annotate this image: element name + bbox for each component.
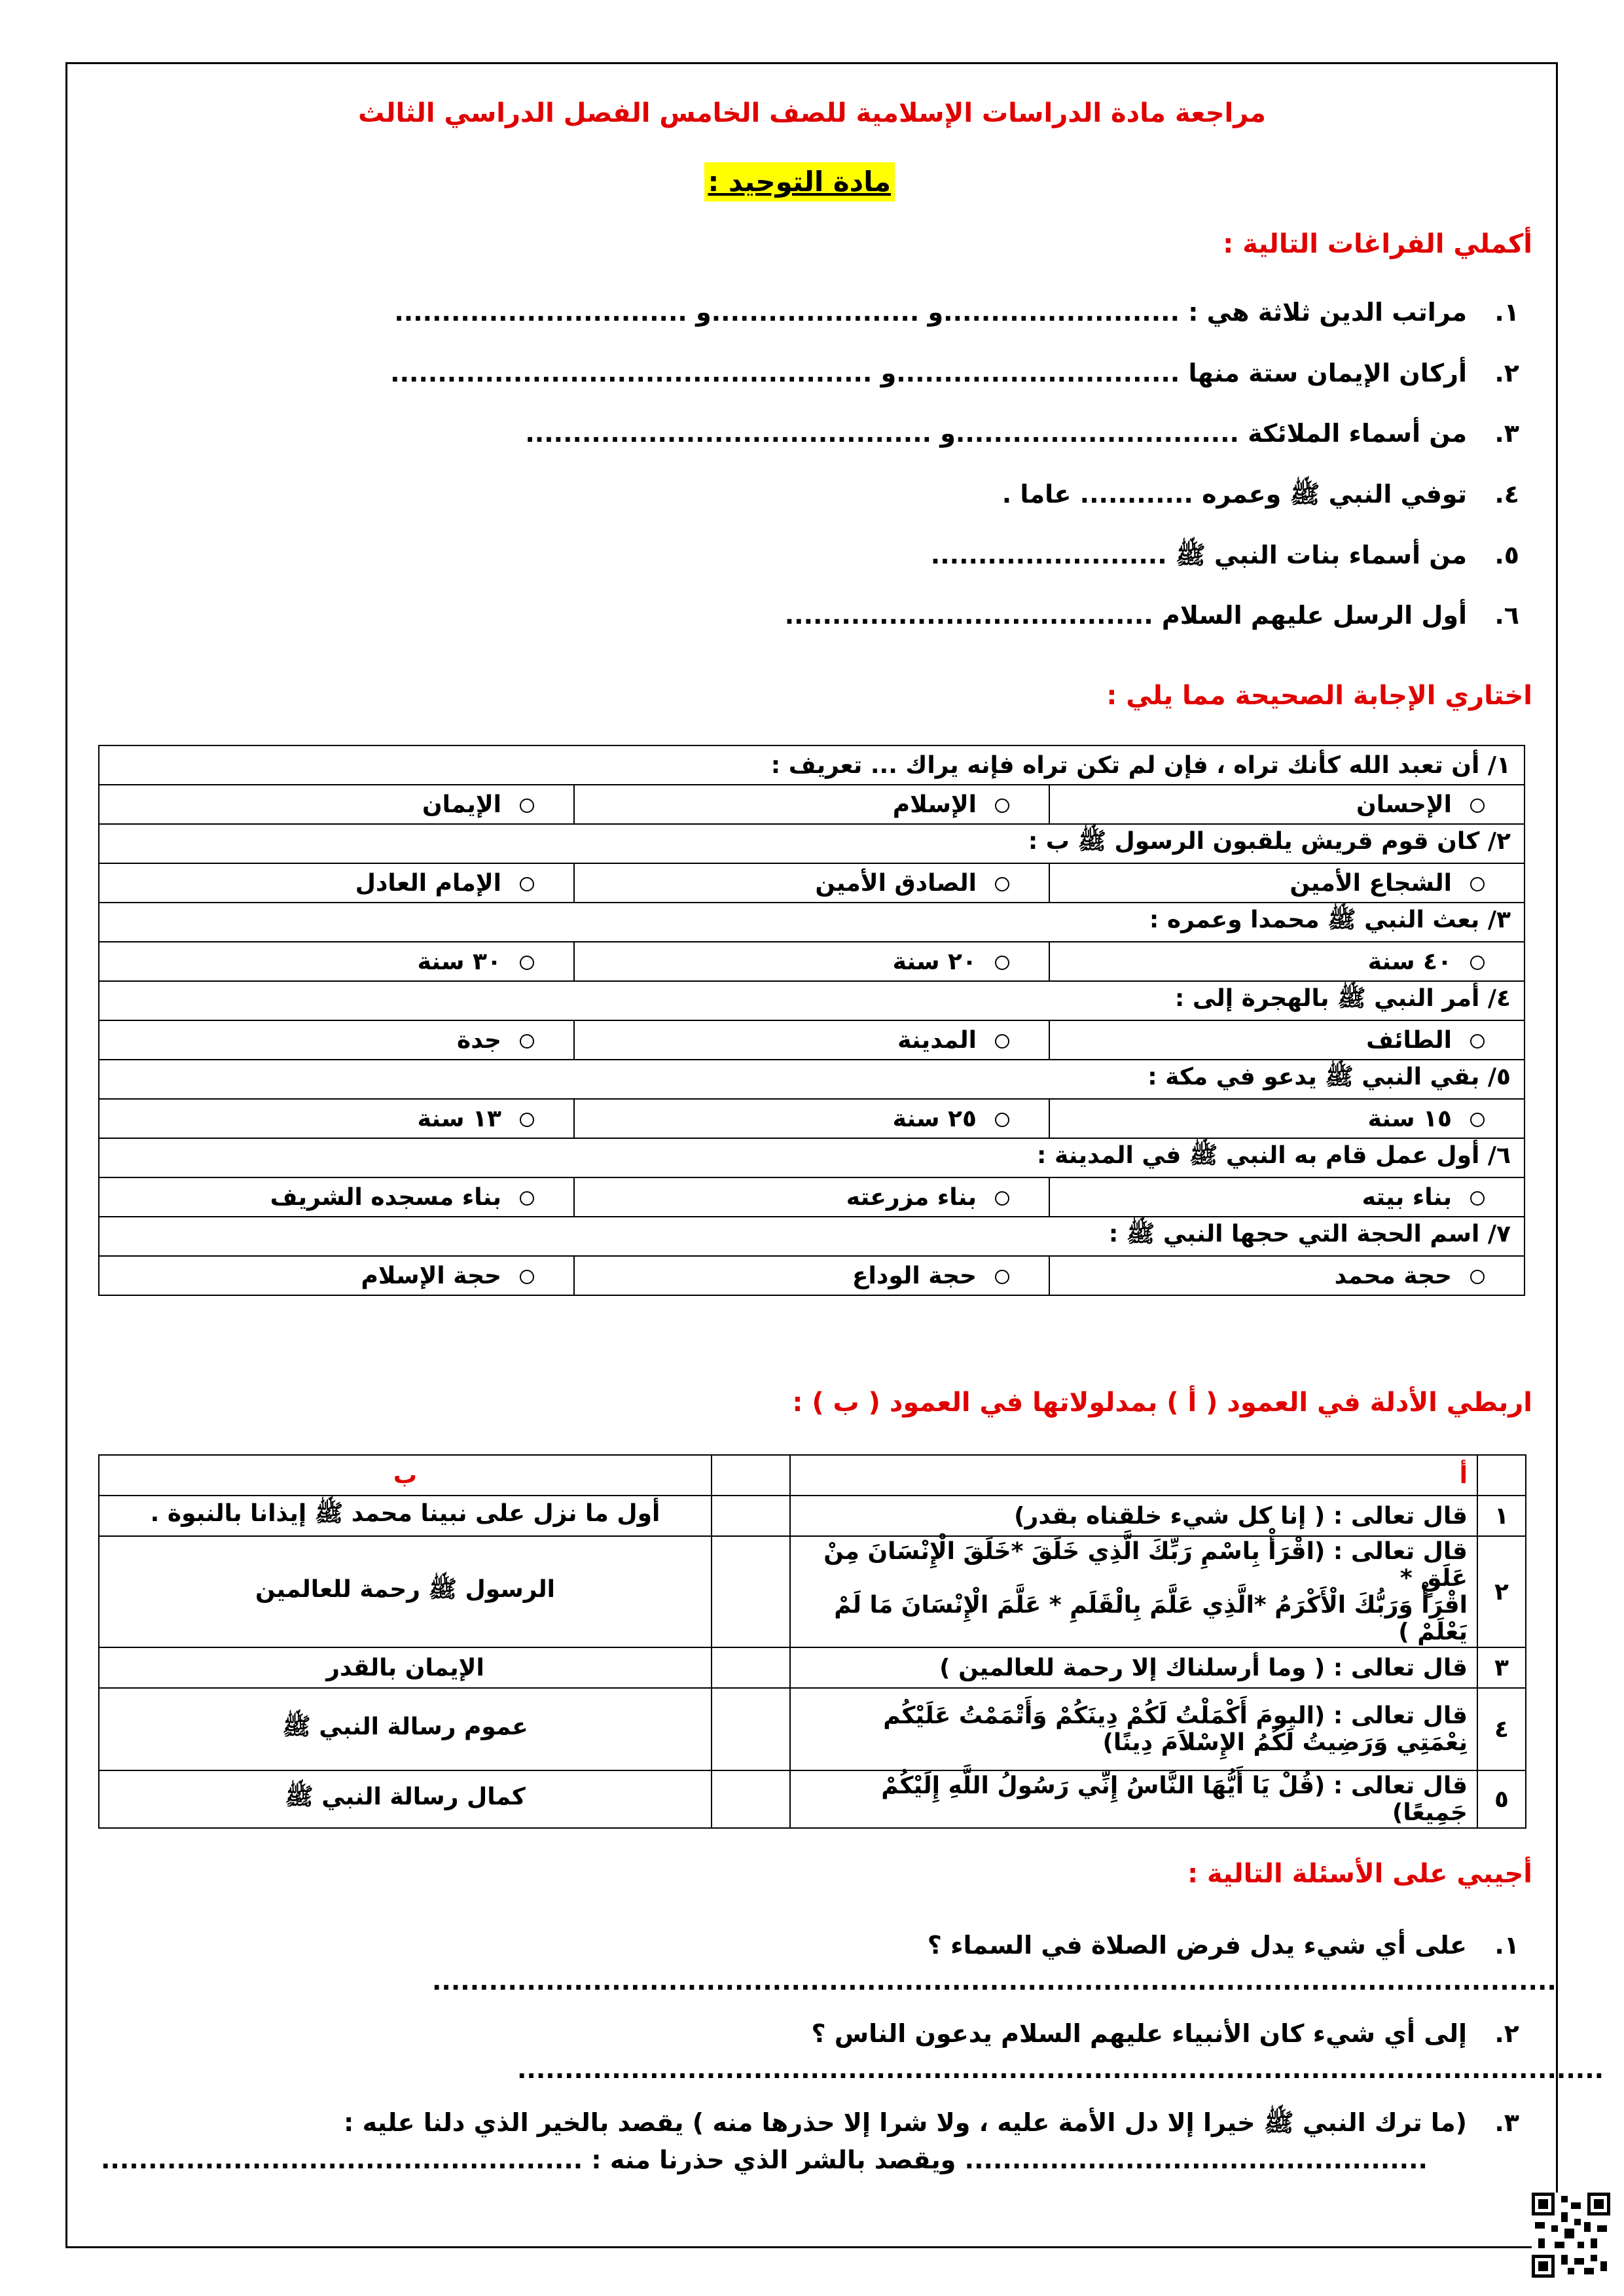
matching-header-gap	[712, 1455, 790, 1496]
radio-circle-icon[interactable]	[1470, 956, 1485, 970]
mcq-option[interactable]: الإيمان	[99, 785, 574, 824]
mcq-option[interactable]: بناء بيته	[1049, 1177, 1525, 1217]
matching-header-num	[1477, 1455, 1526, 1496]
radio-circle-icon[interactable]	[995, 1034, 1009, 1049]
radio-circle-icon[interactable]	[1470, 798, 1485, 813]
matching-answer-cell[interactable]	[712, 1770, 790, 1828]
matching-answer-cell[interactable]	[712, 1688, 790, 1770]
mcq-option[interactable]: الشجاع الأمين	[1049, 863, 1525, 903]
answer-line[interactable]: ...................................................................................................................	[517, 2055, 1604, 2084]
radio-circle-icon[interactable]	[995, 877, 1009, 891]
fill-item: ٦.أول الرسل عليهم السلام .......................................	[784, 601, 1519, 630]
matching-meaning: كمال رسالة النبي ﷺ	[99, 1770, 712, 1828]
radio-circle-icon[interactable]	[520, 1191, 534, 1206]
radio-circle-icon[interactable]	[995, 1270, 1009, 1284]
question-item: ٢.إلى أي شيء كان الأنبياء عليهم السلام يدعون الناس ؟	[811, 2019, 1519, 2048]
matching-header-a: أ	[790, 1455, 1477, 1496]
mcq-option[interactable]: المدينة	[574, 1020, 1049, 1060]
matching-answer-cell[interactable]	[712, 1647, 790, 1688]
mcq-option[interactable]: ٤٠ سنة	[1049, 942, 1525, 981]
mcq-option[interactable]: ١٣ سنة	[99, 1099, 574, 1138]
fill-item: ٤.توفي النبي ﷺ وعمره ............ عاما .	[1001, 480, 1519, 509]
matching-meaning: الإيمان بالقدر	[99, 1647, 712, 1688]
mcq-option[interactable]: بناء مسجده الشريف	[99, 1177, 574, 1217]
radio-circle-icon[interactable]	[520, 1270, 534, 1284]
matching-evidence: قال تعالى : (اليومَ أَكْمَلْتُ لَكُمْ دِينَكُمْ وَأَتْمَمْتُ عَلَيْكُم نِعْمَتِي وَرَضِيتُ لَكُمُ الإِسْلاَمَ دِينًا)	[790, 1688, 1477, 1770]
radio-circle-icon[interactable]	[520, 798, 534, 813]
matching-row-num: ٢	[1477, 1536, 1526, 1647]
matching-title: اربطي الأدلة في العمود ( أ ) بمدلولاتها في العمود ( ب ) :	[792, 1388, 1532, 1418]
fill-item: ٢.أركان الإيمان ستة منها ..............................و ...................................................	[390, 359, 1519, 387]
answer-line[interactable]: .......................................................................................................................	[432, 1967, 1557, 1996]
matching-answer-cell[interactable]	[712, 1536, 790, 1647]
radio-circle-icon[interactable]	[520, 1034, 534, 1049]
matching-header-b: ب	[99, 1455, 712, 1496]
matching-evidence: قال تعالى : ( إنا كل شيء خلقناه بقدر)	[790, 1496, 1477, 1536]
matching-evidence: قال تعالى : (قُلْ يَا أَيُّهَا النَّاسُ إِنِّي رَسُولُ اللَّهِ إِلَيْكُمْ جَمِيعًا)	[790, 1770, 1477, 1828]
matching-evidence: قال تعالى : (اقْرَأْ بِاسْمِ رَبِّكَ الَّذِي خَلَقَ *خَلَقَ الْإِنْسَانَ مِنْ عَلَقٍ * اقْرَأْ وَرَبُّكَ الْأَكْرَمُ *الَّذِي عَلَّمَ بِالْقَلَمِ * عَلَّمَ الْإِنْسَانَ مَا لَمْ يَعْلَمْ )	[790, 1536, 1477, 1647]
radio-circle-icon[interactable]	[1470, 1113, 1485, 1127]
matching-row-num: ١	[1477, 1496, 1526, 1536]
mcq-option[interactable]: حجة محمد	[1049, 1256, 1525, 1295]
matching-meaning: أول ما نزل على نبينا محمد ﷺ إيذانا بالنبوة .	[99, 1496, 712, 1536]
matching-row-num: ٤	[1477, 1688, 1526, 1770]
mcq-option[interactable]: ١٥ سنة	[1049, 1099, 1525, 1138]
radio-circle-icon[interactable]	[520, 1113, 534, 1127]
radio-circle-icon[interactable]	[1470, 1270, 1485, 1284]
page-title: مراجعة مادة الدراسات الإسلامية للصف الخامس الفصل الدراسي الثالث	[358, 98, 1266, 128]
mcq-option[interactable]: الإحسان	[1049, 785, 1525, 824]
mcq-question: ٣/ بعث النبي ﷺ محمدا وعمره :	[99, 903, 1525, 942]
mcq-option[interactable]: بناء مزرعته	[574, 1177, 1049, 1217]
question-item: ١.على أي شيء يدل فرض الصلاة في السماء ؟	[927, 1931, 1519, 1960]
radio-circle-icon[interactable]	[1470, 1034, 1485, 1049]
mcq-question: ٦/ أول عمل قام به النبي ﷺ في المدينة :	[99, 1138, 1525, 1177]
matching-meaning: الرسول ﷺ رحمة للعالمين	[99, 1536, 712, 1647]
matching-row-num: ٥	[1477, 1770, 1526, 1828]
mcq-option[interactable]: ٢٠ سنة	[574, 942, 1049, 981]
mcq-option[interactable]: جدة	[99, 1020, 574, 1060]
mcq-option[interactable]: حجة الإسلام	[99, 1256, 574, 1295]
mcq-option[interactable]: حجة الوداع	[574, 1256, 1049, 1295]
fill-item: ١.مراتب الدين ثلاثة هي : .........................و ......................و ...............................	[394, 298, 1519, 327]
radio-circle-icon[interactable]	[520, 956, 534, 970]
mcq-option[interactable]: الصادق الأمين	[574, 863, 1049, 903]
mcq-question: ٧/ اسم الحجة التي حجها النبي ﷺ :	[99, 1217, 1525, 1256]
subject-label: مادة التوحيد :	[704, 162, 895, 202]
radio-circle-icon[interactable]	[1470, 1191, 1485, 1206]
radio-circle-icon[interactable]	[995, 1113, 1009, 1127]
radio-circle-icon[interactable]	[995, 1191, 1009, 1206]
mcq-question: ١/ أن تعبد الله كأنك تراه ، فإن لم تكن تراه فإنه يراك ... تعريف :	[99, 745, 1525, 785]
matching-answer-cell[interactable]	[712, 1496, 790, 1536]
matching-meaning: عموم رسالة النبي ﷺ	[99, 1688, 712, 1770]
mcq-question: ٢/ كان قوم قريش يلقبون الرسول ﷺ ب :	[99, 824, 1525, 863]
fill-item: ٥.من أسماء بنات النبي ﷺ .........................	[930, 541, 1519, 569]
mcq-option[interactable]: ٢٥ سنة	[574, 1099, 1049, 1138]
mcq-option[interactable]: ٣٠ سنة	[99, 942, 574, 981]
radio-circle-icon[interactable]	[995, 956, 1009, 970]
mcq-option[interactable]: الإمام العادل	[99, 863, 574, 903]
matching-evidence: قال تعالى : ( وما أرسلناك إلا رحمة للعالمين )	[790, 1647, 1477, 1688]
question-item: ٣.(ما ترك النبي ﷺ خيرا إلا دل الأمة عليه ، ولا شرا إلا حذرها منه ) يقصد بالخير الذي دلنا عليه :	[344, 2108, 1519, 2137]
radio-circle-icon[interactable]	[1470, 877, 1485, 891]
mcq-question: ٥/ بقي النبي ﷺ يدعو في مكة :	[99, 1060, 1525, 1099]
mcq-table	[98, 745, 1525, 1296]
radio-circle-icon[interactable]	[520, 877, 534, 891]
matching-table	[98, 1454, 1526, 1829]
matching-row-num: ٣	[1477, 1647, 1526, 1688]
mcq-title: اختاري الإجابة الصحيحة مما يلي :	[1106, 681, 1532, 711]
mcq-option[interactable]: الإسلام	[574, 785, 1049, 824]
answer-line[interactable]: ................................................. ويقصد بالشر الذي حذرنا منه : ...................................................	[100, 2145, 1428, 2174]
fill-blanks-title: أكملي الفراغات التالية :	[1223, 229, 1532, 259]
answer-questions-title: أجيبي على الأسئلة التالية :	[1187, 1859, 1532, 1889]
qr-code-icon	[1532, 2193, 1610, 2278]
radio-circle-icon[interactable]	[995, 798, 1009, 813]
mcq-question: ٤/ أمر النبي ﷺ بالهجرة إلى :	[99, 981, 1525, 1020]
fill-item: ٣.من أسماء الملائكة ..............................و ...........................................	[525, 419, 1519, 448]
mcq-option[interactable]: الطائف	[1049, 1020, 1525, 1060]
